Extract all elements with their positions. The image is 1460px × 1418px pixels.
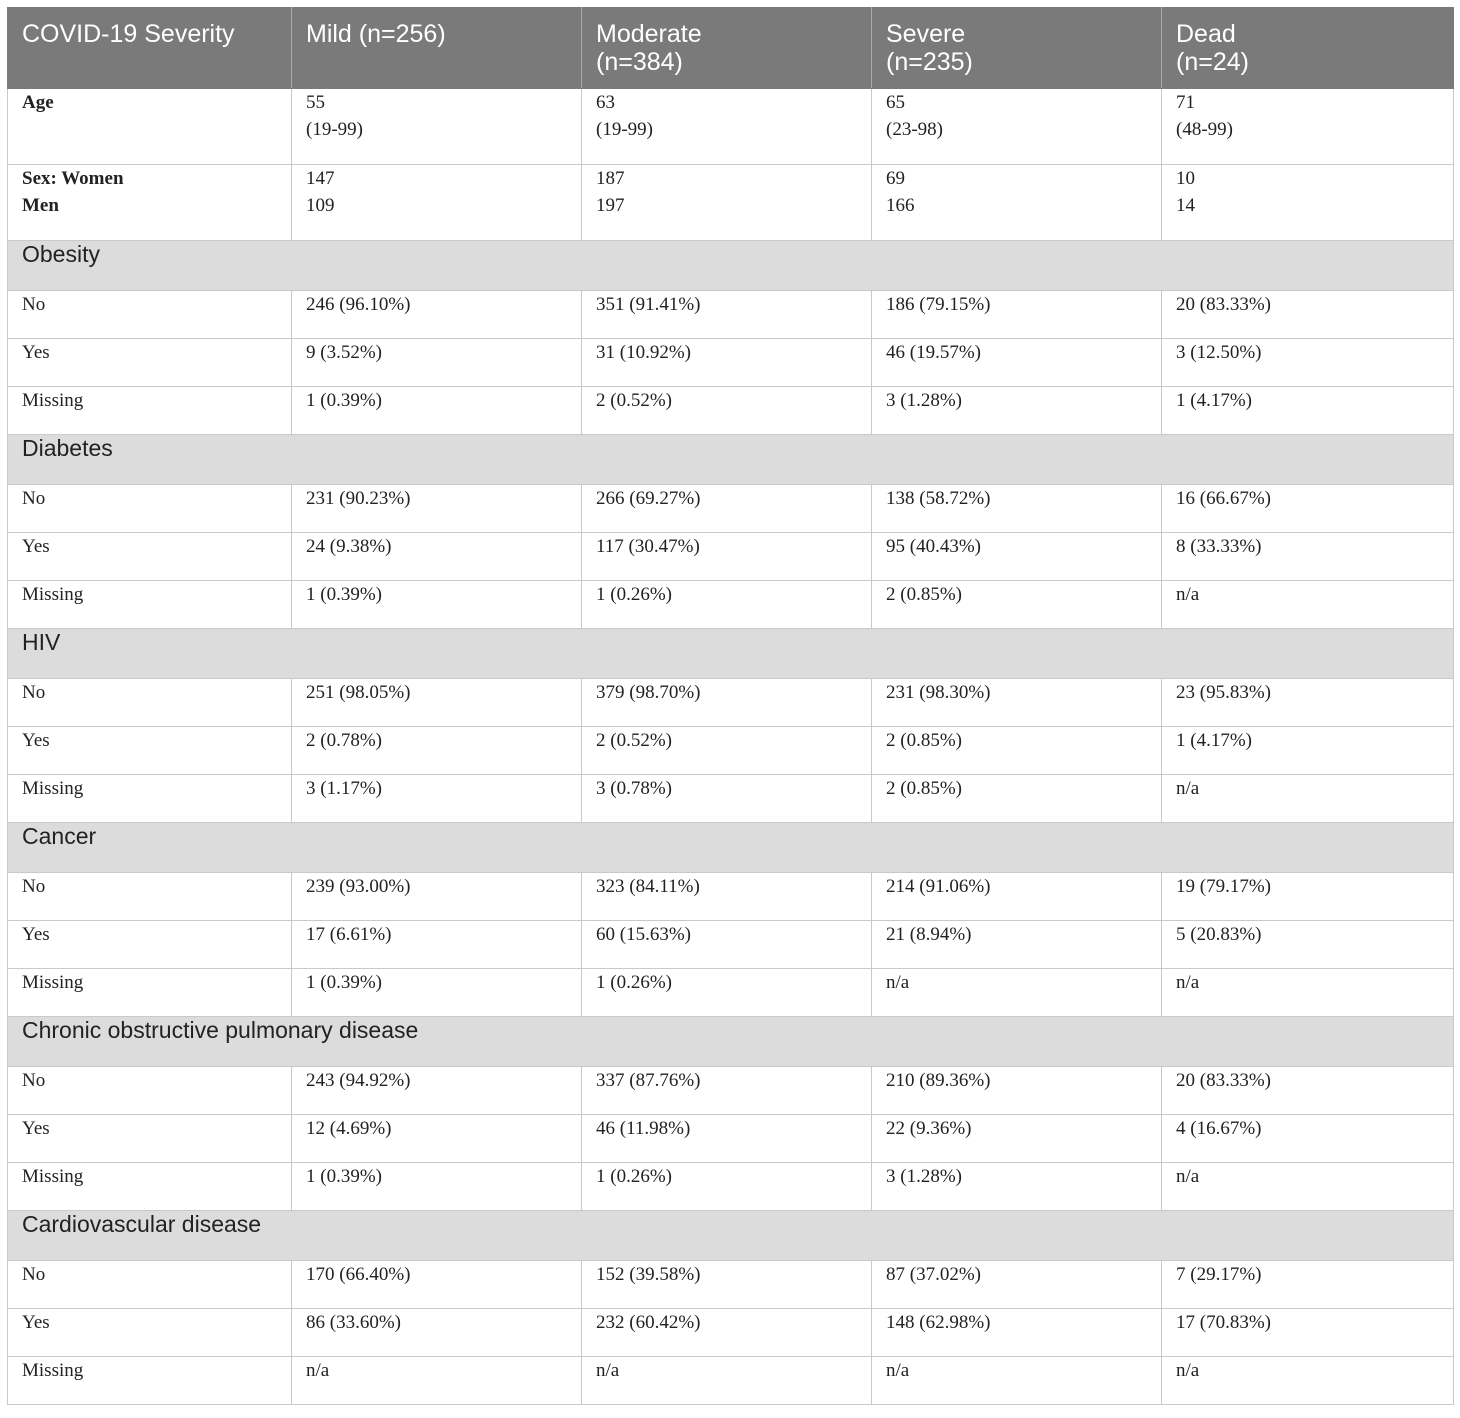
table-row <box>8 873 1454 921</box>
value-cell: n/a <box>582 1357 872 1405</box>
age-median: 65 <box>886 92 905 113</box>
value-cell: 1 (0.26%) <box>582 581 872 629</box>
age-range: (19-99) <box>596 119 653 140</box>
value-cell: 186 (79.15%) <box>872 291 1162 339</box>
value-cell: 239 (93.00%) <box>292 873 582 921</box>
table-row <box>8 727 1454 775</box>
value-cell: 7 (29.17%) <box>1162 1261 1454 1309</box>
sex-men-count: 197 <box>596 195 625 216</box>
table-row <box>8 1357 1454 1405</box>
table-row <box>8 1309 1454 1357</box>
row-label: Yes <box>8 1115 292 1163</box>
section-header-row <box>8 629 1454 679</box>
row-label: Yes <box>8 1309 292 1357</box>
age-median: 63 <box>596 92 615 113</box>
sex-row <box>8 165 1454 241</box>
header-mild: Mild (n=256) <box>292 8 582 89</box>
value-cell: 8 (33.33%) <box>1162 533 1454 581</box>
covid-severity-table <box>7 7 1454 1405</box>
table-row <box>8 679 1454 727</box>
value-cell: 266 (69.27%) <box>582 485 872 533</box>
value-cell: 243 (94.92%) <box>292 1067 582 1115</box>
table-row <box>8 387 1454 435</box>
value-cell: 1 (0.39%) <box>292 581 582 629</box>
table-row <box>8 485 1454 533</box>
value-cell: 351 (91.41%) <box>582 291 872 339</box>
section-title: Obesity <box>8 241 1454 291</box>
value-cell: 3 (12.50%) <box>1162 339 1454 387</box>
value-cell: 17 (70.83%) <box>1162 1309 1454 1357</box>
value-cell: 20 (83.33%) <box>1162 1067 1454 1115</box>
row-label: No <box>8 291 292 339</box>
table-row <box>8 1163 1454 1211</box>
value-cell: n/a <box>1162 1357 1454 1405</box>
value-cell: 214 (91.06%) <box>872 873 1162 921</box>
section-header-row <box>8 241 1454 291</box>
value-cell: 117 (30.47%) <box>582 533 872 581</box>
value-cell: 86 (33.60%) <box>292 1309 582 1357</box>
value-cell: 138 (58.72%) <box>872 485 1162 533</box>
value-cell: 2 (0.52%) <box>582 727 872 775</box>
value-cell: n/a <box>292 1357 582 1405</box>
table-row <box>8 1115 1454 1163</box>
value-cell: 379 (98.70%) <box>582 679 872 727</box>
row-label: No <box>8 1261 292 1309</box>
value-cell: 17 (6.61%) <box>292 921 582 969</box>
table-body <box>8 89 1454 1405</box>
age-median: 55 <box>306 92 325 113</box>
value-cell: 337 (87.76%) <box>582 1067 872 1115</box>
row-label: No <box>8 679 292 727</box>
age-cell <box>1162 89 1454 165</box>
row-label: Yes <box>8 727 292 775</box>
value-cell: 1 (4.17%) <box>1162 387 1454 435</box>
age-median: 71 <box>1176 92 1195 113</box>
table-header <box>8 8 1454 89</box>
value-cell: 60 (15.63%) <box>582 921 872 969</box>
value-cell: 46 (19.57%) <box>872 339 1162 387</box>
age-range: (23-98) <box>886 119 943 140</box>
header-dead: Dead (n=24) <box>1162 8 1454 89</box>
age-cell <box>292 89 582 165</box>
row-label: Missing <box>8 1357 292 1405</box>
row-label: Yes <box>8 921 292 969</box>
section-title: Diabetes <box>8 435 1454 485</box>
row-label: No <box>8 485 292 533</box>
value-cell: 19 (79.17%) <box>1162 873 1454 921</box>
section-title: Cardiovascular disease <box>8 1211 1454 1261</box>
value-cell: 24 (9.38%) <box>292 533 582 581</box>
section-header-row <box>8 823 1454 873</box>
value-cell: 323 (84.11%) <box>582 873 872 921</box>
value-cell: 152 (39.58%) <box>582 1261 872 1309</box>
age-cell <box>872 89 1162 165</box>
table-row <box>8 339 1454 387</box>
value-cell: 2 (0.85%) <box>872 581 1162 629</box>
value-cell: n/a <box>872 969 1162 1017</box>
value-cell: 170 (66.40%) <box>292 1261 582 1309</box>
row-label: Missing <box>8 775 292 823</box>
sex-women-count: 187 <box>596 168 625 189</box>
value-cell: 251 (98.05%) <box>292 679 582 727</box>
value-cell: 3 (0.78%) <box>582 775 872 823</box>
header-moderate: Moderate (n=384) <box>582 8 872 89</box>
row-label: Yes <box>8 533 292 581</box>
sex-women-count: 10 <box>1176 168 1195 189</box>
row-label: Missing <box>8 1163 292 1211</box>
sex-men-label: Men <box>22 195 59 216</box>
value-cell: n/a <box>872 1357 1162 1405</box>
value-cell: 1 (0.39%) <box>292 1163 582 1211</box>
value-cell: 1 (0.26%) <box>582 1163 872 1211</box>
age-label: Age <box>8 89 292 165</box>
value-cell: 231 (90.23%) <box>292 485 582 533</box>
value-cell: 87 (37.02%) <box>872 1261 1162 1309</box>
value-cell: 1 (0.39%) <box>292 387 582 435</box>
sex-women-count: 147 <box>306 168 335 189</box>
value-cell: 20 (83.33%) <box>1162 291 1454 339</box>
age-range: (48-99) <box>1176 119 1233 140</box>
sex-cell <box>292 165 582 241</box>
value-cell: 23 (95.83%) <box>1162 679 1454 727</box>
table-row <box>8 1261 1454 1309</box>
value-cell: 5 (20.83%) <box>1162 921 1454 969</box>
value-cell: n/a <box>1162 1163 1454 1211</box>
value-cell: 21 (8.94%) <box>872 921 1162 969</box>
value-cell: n/a <box>1162 775 1454 823</box>
sex-cell <box>582 165 872 241</box>
age-cell <box>582 89 872 165</box>
value-cell: 148 (62.98%) <box>872 1309 1162 1357</box>
row-label: Missing <box>8 581 292 629</box>
value-cell: 46 (11.98%) <box>582 1115 872 1163</box>
age-row <box>8 89 1454 165</box>
section-title: HIV <box>8 629 1454 679</box>
value-cell: 31 (10.92%) <box>582 339 872 387</box>
sex-label-cell <box>8 165 292 241</box>
section-title: Chronic obstructive pulmonary disease <box>8 1017 1454 1067</box>
value-cell: 232 (60.42%) <box>582 1309 872 1357</box>
value-cell: 1 (0.39%) <box>292 969 582 1017</box>
sex-men-count: 14 <box>1176 195 1195 216</box>
value-cell: 2 (0.85%) <box>872 775 1162 823</box>
value-cell: 3 (1.28%) <box>872 1163 1162 1211</box>
row-label: Missing <box>8 387 292 435</box>
value-cell: n/a <box>1162 969 1454 1017</box>
header-severe: Severe (n=235) <box>872 8 1162 89</box>
value-cell: 4 (16.67%) <box>1162 1115 1454 1163</box>
table-row <box>8 969 1454 1017</box>
value-cell: n/a <box>1162 581 1454 629</box>
sex-women-count: 69 <box>886 168 905 189</box>
value-cell: 1 (0.26%) <box>582 969 872 1017</box>
value-cell: 22 (9.36%) <box>872 1115 1162 1163</box>
table-row <box>8 291 1454 339</box>
value-cell: 2 (0.52%) <box>582 387 872 435</box>
table-row <box>8 533 1454 581</box>
value-cell: 95 (40.43%) <box>872 533 1162 581</box>
value-cell: 1 (4.17%) <box>1162 727 1454 775</box>
age-range: (19-99) <box>306 119 363 140</box>
section-title: Cancer <box>8 823 1454 873</box>
row-label: No <box>8 1067 292 1115</box>
sex-women-label: Sex: Women <box>22 168 124 189</box>
row-label: Yes <box>8 339 292 387</box>
sex-men-count: 166 <box>886 195 915 216</box>
row-label: No <box>8 873 292 921</box>
section-header-row <box>8 435 1454 485</box>
value-cell: 231 (98.30%) <box>872 679 1162 727</box>
value-cell: 2 (0.78%) <box>292 727 582 775</box>
table-row <box>8 581 1454 629</box>
sex-cell <box>1162 165 1454 241</box>
value-cell: 12 (4.69%) <box>292 1115 582 1163</box>
table-row <box>8 1067 1454 1115</box>
row-label: Missing <box>8 969 292 1017</box>
value-cell: 3 (1.17%) <box>292 775 582 823</box>
value-cell: 16 (66.67%) <box>1162 485 1454 533</box>
header-row <box>8 8 1454 89</box>
value-cell: 210 (89.36%) <box>872 1067 1162 1115</box>
table-row <box>8 775 1454 823</box>
table-row <box>8 921 1454 969</box>
section-header-row <box>8 1017 1454 1067</box>
value-cell: 9 (3.52%) <box>292 339 582 387</box>
section-header-row <box>8 1211 1454 1261</box>
value-cell: 2 (0.85%) <box>872 727 1162 775</box>
sex-cell <box>872 165 1162 241</box>
value-cell: 246 (96.10%) <box>292 291 582 339</box>
header-severity: COVID-19 Severity <box>8 8 292 89</box>
value-cell: 3 (1.28%) <box>872 387 1162 435</box>
sex-men-count: 109 <box>306 195 335 216</box>
